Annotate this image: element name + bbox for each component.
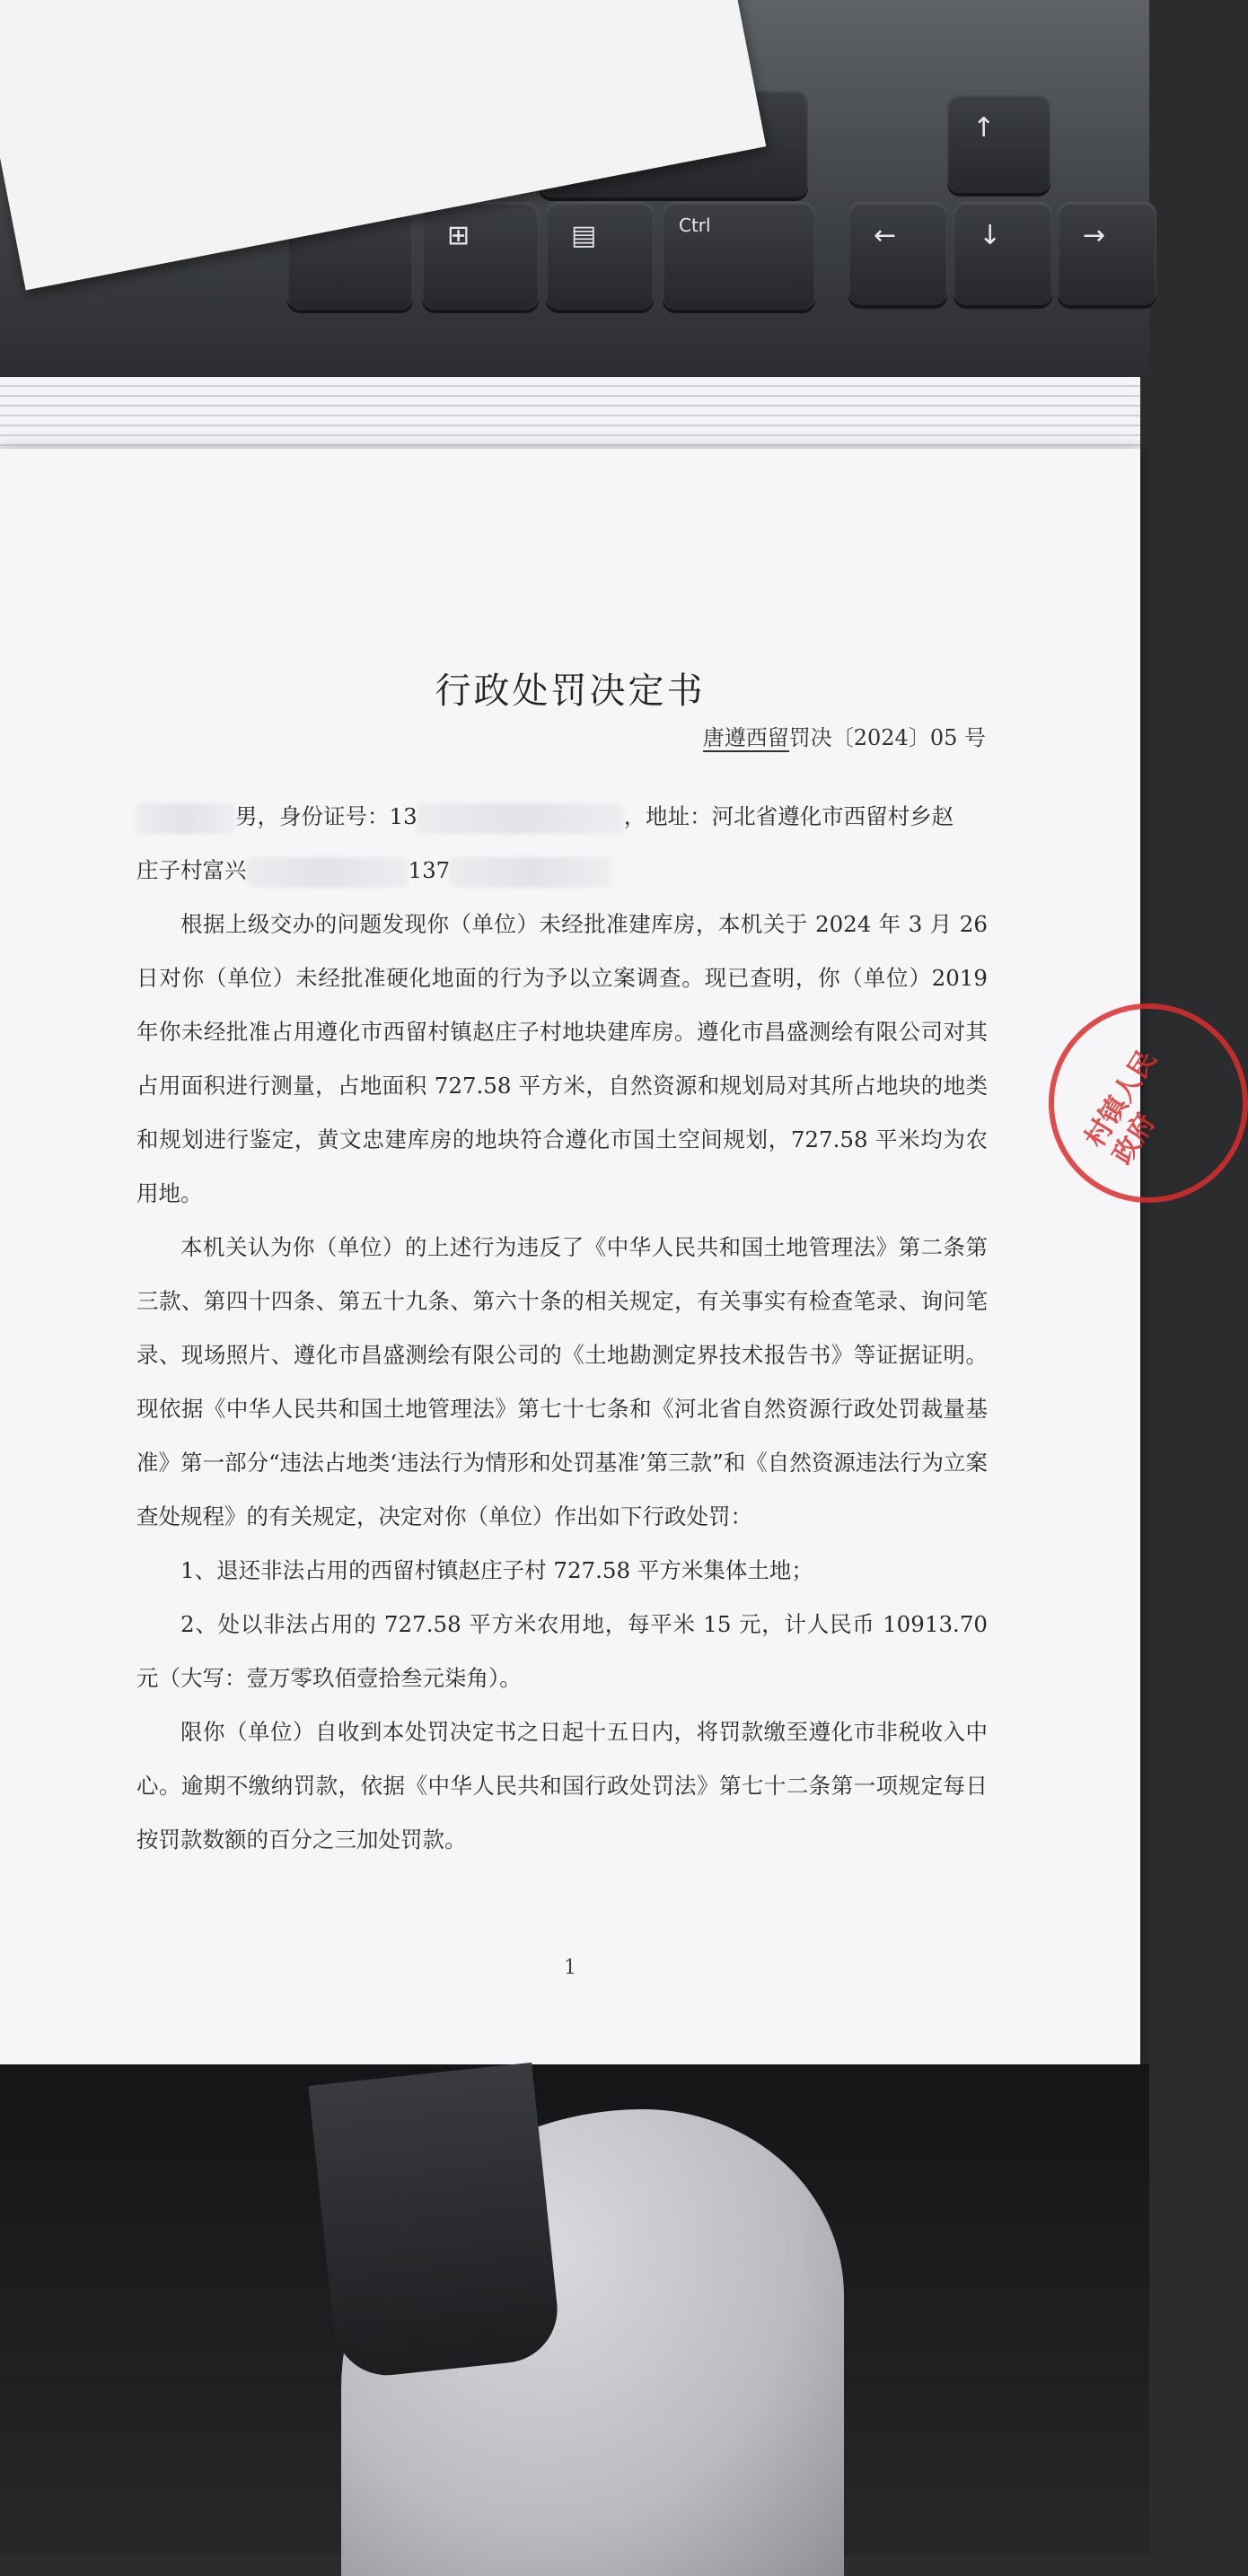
arrow-up-icon: ↑ — [972, 112, 996, 144]
ctrl-key-label: Ctrl — [679, 215, 711, 236]
document-title: 行政处罚决定书 — [435, 670, 706, 712]
penalty-item-2: 2、处以非法占用的 727.58 平方米农用地，每平米 15 元，计人民币 10913.70 元（大写：壹万零玖佰壹拾叁元柒角）。 — [136, 1611, 988, 1691]
gender-id-label: 男，身份证号： — [235, 803, 390, 829]
windows-logo-icon: ⊞ — [447, 220, 470, 251]
arrow-right-key[interactable] — [1058, 202, 1156, 305]
redacted-id-number — [417, 803, 624, 834]
document-number-rest: 罚决〔2024〕05 号 — [788, 725, 986, 750]
ctrl-key[interactable] — [663, 202, 815, 310]
menu-key[interactable] — [546, 202, 654, 310]
paragraph-payment-deadline: 限你（单位）自收到本处罚决定书之日起十五日内，将罚款缴至遵化市非税收入中心。逾期不缴纳罚款，依据《中华人民共和国行政处罚法》第七十二条第一项规定每日按罚款数额的百分之三加处罚款。 — [136, 1719, 988, 1853]
address-label: ，地址：河北省遵化市西留村乡赵 — [623, 803, 954, 829]
arrow-right-icon: → — [1083, 220, 1106, 251]
penalty-item-1: 1、退还非法占用的西留村镇赵庄子村 727.58 平方米集体土地； — [180, 1557, 813, 1583]
official-seal — [1049, 1003, 1248, 1203]
page-number: 1 — [564, 1957, 576, 1979]
menu-icon: ▤ — [571, 220, 597, 251]
address-continued: 庄子村富兴 — [136, 857, 247, 883]
dark-sleeve — [308, 2063, 562, 2380]
arrow-left-key[interactable] — [848, 202, 947, 305]
redacted-name — [136, 803, 235, 834]
document-number-prefix: 唐遵西留 — [702, 725, 789, 750]
phone-prefix: 137 — [408, 857, 451, 883]
paper-stack-edges — [0, 377, 1140, 449]
arrow-down-icon: ↓ — [979, 220, 1002, 251]
arrow-down-key[interactable] — [954, 202, 1052, 305]
windows-key[interactable] — [422, 202, 539, 310]
paragraph-facts: 根据上级交办的问题发现你（单位）未经批准建库房，本机关于 2024 年 3 月 26 日对你（单位）未经批准硬化地面的行为予以立案调查。现已查明，你（单位）2019 年你未经批准占用遵化市西留村镇赵庄子村地块建库房。遵化市昌盛测绘有限公司对其占用面积进行测量，占地面积 727.58 平方米，自然资源和规划局对其所占地块的地类和规划进行鉴定，黄文忠建库房的地块符合遵化市国土空间规划，727.58 平米均为农用地。 — [136, 911, 988, 1206]
document-body — [136, 790, 988, 1867]
id-prefix: 13 — [389, 803, 417, 829]
paragraph-legal-basis: 本机关认为你（单位）的上述行为违反了《中华人民共和国土地管理法》第二条第三款、第四十四条、第五十九条、第六十条的相关规定，有关事实有检查笔录、询问笔录、现场照片、遵化市昌盛测绘有限公司的《土地勘测定界技术报告书》等证据证明。现依据《中华人民共和国土地管理法》第七十七条和《河北省自然资源行政处罚裁量基准》第一部分“违法占地类‘违法行为情形和处罚基准’第三款”和《自然资源违法行为立案查处规程》的有关规定，决定对你（单位）作出如下行政处罚： — [136, 1234, 988, 1529]
redacted-phone — [450, 857, 611, 888]
redacted-address — [247, 857, 409, 888]
seal-text: 村镇人民政府 — [1079, 1045, 1164, 1170]
party-info — [136, 790, 988, 898]
document-number — [703, 720, 986, 751]
document-page — [0, 449, 1140, 2064]
arrow-up-key[interactable] — [947, 94, 1050, 193]
arrow-left-icon: ← — [874, 220, 897, 251]
